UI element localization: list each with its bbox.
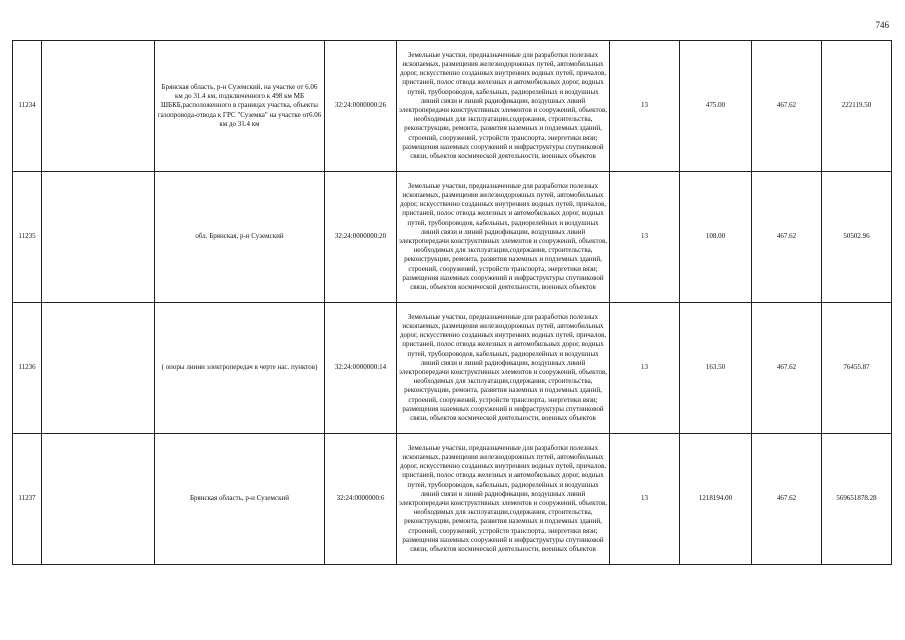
area-cell: 108.00: [680, 172, 752, 303]
area-cell: 475.00: [680, 41, 752, 172]
row-number: 11237: [13, 434, 42, 565]
cadastral-number-cell: 32:24:0000000:20: [325, 172, 397, 303]
cadastral-value-cell: 76455.87: [822, 303, 892, 434]
cadastral-number-cell: 32:24:0000000:14: [325, 303, 397, 434]
blank-cell: [42, 434, 155, 565]
cadastral-value-cell: 50502.96: [822, 172, 892, 303]
rate-cell: 467.62: [752, 303, 822, 434]
area-cell: 1218194.00: [680, 434, 752, 565]
page-number: 746: [875, 20, 889, 30]
table-row: [13, 172, 892, 303]
address-cell: обл. Брянская, р-н Суземский: [155, 172, 325, 303]
blank-cell: [42, 41, 155, 172]
blank-cell: [42, 303, 155, 434]
land-use-description-cell: Земельные участки, предназначенные для разработки полезных ископаемых, размещения железнодорожных путей, автомобильных дорог, искусственно созданных внутренних водных путей, причалов, пристаней, полос отвода железных и автомобильных дорог, водных путей, трубопроводов, кабельных, радиорелейных и воздушных линий связи и линий радиофикации, воздушных линий электропередачи конструктивных элементов и сооружений, объектов, необходимых для эксплуатации,содержания, строительства, реконструкции, ремонта, развития наземных и подземных зданий, строений, сооружений, устройств транспорта, энергетики вязи; размещения наземных сооружений и инфраструктуры спутниковой связи, объектов космической деятельности, военных объектов: [397, 41, 610, 172]
code-cell: 13: [610, 303, 680, 434]
area-cell: 163.50: [680, 303, 752, 434]
cadastral-number-cell: 32:24:0000000:26: [325, 41, 397, 172]
cadastral-number-cell: 32:24:0000000:6: [325, 434, 397, 565]
table-row: [13, 434, 892, 565]
land-use-description-cell: Земельные участки, предназначенные для разработки полезных ископаемых, размещения железнодорожных путей, автомобильных дорог, искусственно созданных внутренних водных путей, причалов, пристаней, полос отвода железных и автомобильных дорог, водных путей, трубопроводов, кабельных, радиорелейных и воздушных линий связи и линий радиофикации, воздушных линий электропередачи конструктивных элементов и сооружений, объектов, необходимых для эксплуатации,содержания, строительства, реконструкции, ремонта, развития наземных и подземных зданий, строений, сооружений, устройств транспорта, энергетики вязи; размещения наземных сооружений и инфраструктуры спутниковой связи, объектов космической деятельности, военных объектов: [397, 172, 610, 303]
row-number: 11236: [13, 303, 42, 434]
code-cell: 13: [610, 41, 680, 172]
cadastral-value-cell: 222119.50: [822, 41, 892, 172]
cadastral-value-cell: 569651878.28: [822, 434, 892, 565]
code-cell: 13: [610, 434, 680, 565]
rate-cell: 467.62: [752, 434, 822, 565]
table-row: [13, 41, 892, 172]
row-number: 11234: [13, 41, 42, 172]
land-use-description-cell: Земельные участки, предназначенные для разработки полезных ископаемых, размещения железнодорожных путей, автомобильных дорог, искусственно созданных внутренних водных путей, причалов, пристаней, полос отвода железных и автомобильных дорог, водных путей, трубопроводов, кабельных, радиорелейных и воздушных линий связи и линий радиофикации, воздушных линий электропередачи конструктивных элементов и сооружений, объектов, необходимых для эксплуатации,содержания, строительства, реконструкции, ремонта, развития наземных и подземных зданий, строений, сооружений, устройств транспорта, энергетики вязи; размещения наземных сооружений и инфраструктуры спутниковой связи, объектов космической деятельности, военных объектов: [397, 303, 610, 434]
blank-cell: [42, 172, 155, 303]
table-row: [13, 303, 892, 434]
row-number: 11235: [13, 172, 42, 303]
address-cell: Брянская область, р-н Суземский, на участке от 6.06 км до 31.4 км, подключенного к 498 км МБ ШБКБ,расположенного в границах участка, объекты газопровода-отвода к ГРС "Суземка" на участке от6.06 км до 31.4 км: [155, 41, 325, 172]
address-cell: ( опоры линии электропередач в черте нас. пунктов): [155, 303, 325, 434]
address-cell: Брянская область, р-н Суземский: [155, 434, 325, 565]
rate-cell: 467.62: [752, 41, 822, 172]
rate-cell: 467.62: [752, 172, 822, 303]
code-cell: 13: [610, 172, 680, 303]
land-use-description-cell: Земельные участки, предназначенные для разработки полезных ископаемых, размещения железнодорожных путей, автомобильных дорог, искусственно созданных внутренних водных путей, причалов, пристаней, полос отвода железных и автомобильных дорог, водных путей, трубопроводов, кабельных, радиорелейных и воздушных линий связи и линий радиофикации, воздушных линий электропередачи конструктивных элементов и сооружений, объектов, необходимых для эксплуатации,содержания, строительства, реконструкции, ремонта, развития наземных и подземных зданий, строений, сооружений, устройств транспорта, энергетики вязи; размещения наземных сооружений и инфраструктуры спутниковой связи, объектов космической деятельности, военных объектов: [397, 434, 610, 565]
land-registry-table: [12, 40, 892, 565]
